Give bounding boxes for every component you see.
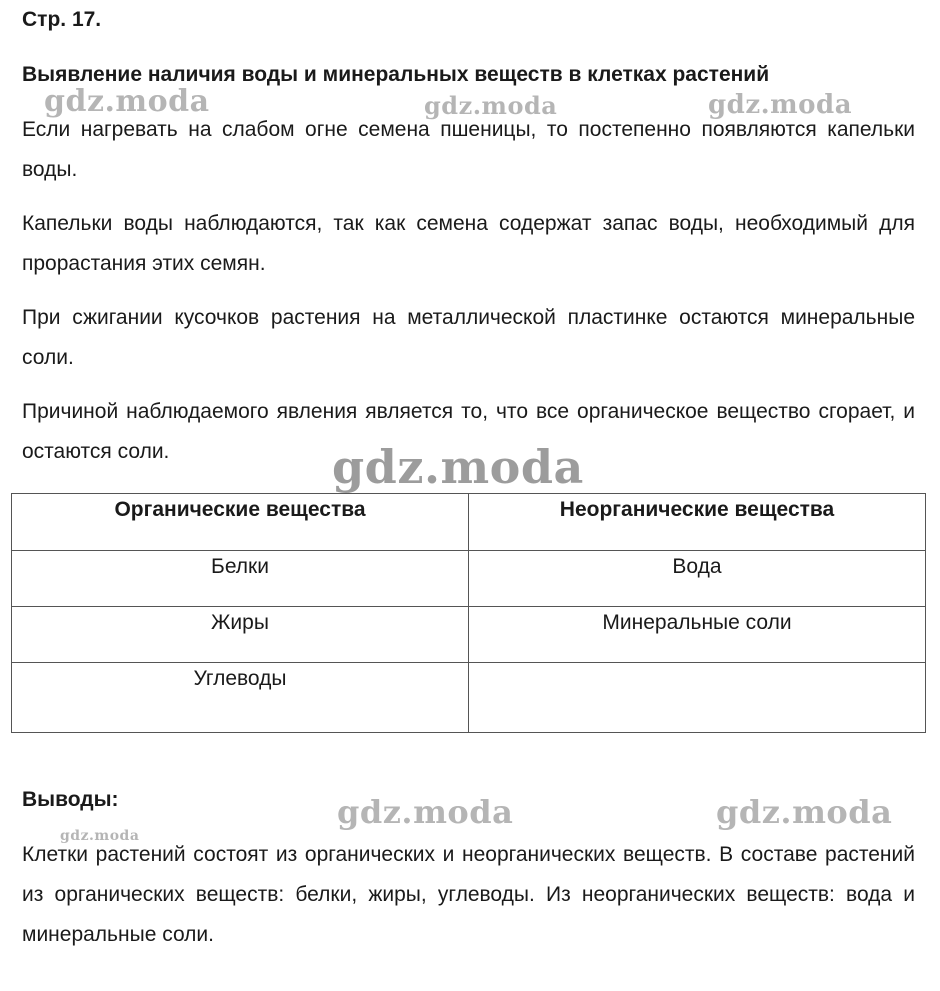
watermark: gdz.moda <box>60 828 140 844</box>
substances-table <box>11 493 926 733</box>
table-cell: Вода <box>469 551 926 607</box>
watermark: gdz.moda <box>332 440 584 494</box>
paragraph-heating-seeds: Если нагревать на слабом огне семена пшеницы, то постепенно появляются капельки воды. <box>22 118 915 181</box>
table-row <box>12 551 926 607</box>
page-number: Стр. 17. <box>22 8 102 31</box>
watermark: gdz.moda <box>716 793 893 831</box>
watermark: gdz.moda <box>44 84 210 119</box>
table-cell: Жиры <box>12 607 469 663</box>
table-cell: Белки <box>12 551 469 607</box>
paragraph-burning: При сжигании кусочков растения на металлической пластинке остаются минеральные соли. <box>22 306 915 369</box>
paragraph-water-reason: Капельки воды наблюдаются, так как семена содержат запас воды, необходимый для прорастания этих семян. <box>22 212 915 275</box>
table-cell <box>469 663 926 733</box>
table-header-row <box>12 494 926 551</box>
table-cell: Углеводы <box>12 663 469 733</box>
paragraph-burning-reason: Причиной наблюдаемого явления является то, что все органическое вещество сгорает, и остаются соли. <box>22 400 915 463</box>
conclusions-title: Выводы: <box>22 788 119 811</box>
header-organic: Органические вещества <box>12 494 469 551</box>
watermark: gdz.moda <box>337 793 514 831</box>
header-inorganic: Неорганические вещества <box>469 494 926 551</box>
section-heading: Выявление наличия воды и минеральных веществ в клетках растений <box>22 63 770 86</box>
conclusions-text: Клетки растений состоят из органических и неорганических веществ. В составе растений из органических веществ: белки, жиры, углеводы. Из неорганических веществ: вода и минеральные соли. <box>22 843 915 946</box>
watermark: gdz.moda <box>708 90 853 120</box>
watermark: gdz.moda <box>424 91 558 120</box>
table-cell: Минеральные соли <box>469 607 926 663</box>
table-row <box>12 607 926 663</box>
table-row <box>12 663 926 733</box>
